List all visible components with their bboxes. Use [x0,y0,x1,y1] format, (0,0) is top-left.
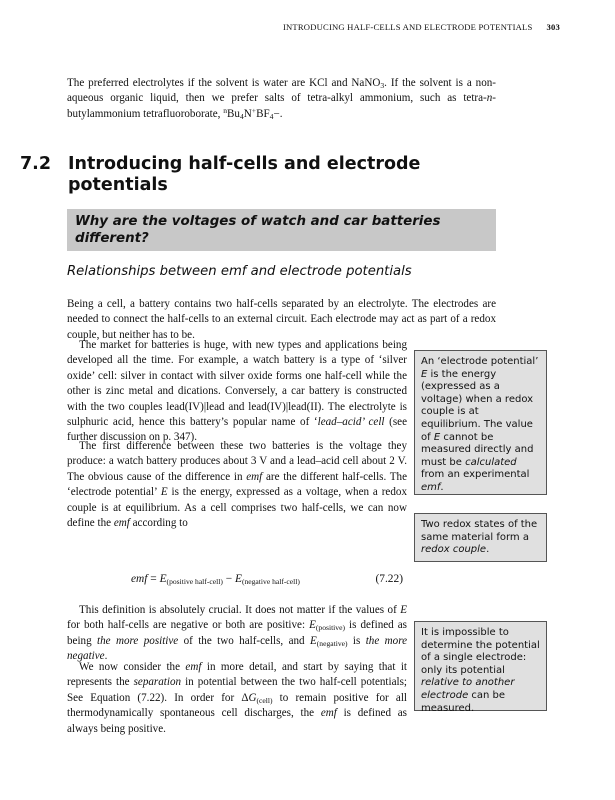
equation-7-22 [67,573,407,593]
text-run: We now consider the [79,661,186,673]
text-run: (see further discussion on p. 347). [67,416,408,444]
paragraph-cell: Being a cell, a battery contains two half-cells separated by an electrolyte. The electrodes are needed to connect the half-cells to an external circuit. Each electrode may act as part of a redox couple, but neither has to be. [67,298,496,341]
running-title: INTRODUCING HALF-CELLS AND ELECTRODE POTENTIALS [282,22,533,32]
text-run: cannot be measured directly and must be [421,431,534,468]
text-run: of the two half-cells, and [178,634,310,647]
italic-run: the more positive [97,634,179,647]
italic-run: emf [113,517,130,530]
text-run: from an experimental [421,469,530,481]
text-run: are the different half-cells. The ‘electrode potential’ [67,470,408,499]
italic-run: E [421,368,428,380]
italic-run: calculated [465,456,517,468]
margin-note-single-electrode [414,621,547,714]
equation-body [131,573,300,585]
question-text: Why are the voltages of watch and car batteries different? [75,214,441,246]
italic-run: emf [246,470,263,483]
subscript: 3 [380,81,385,90]
text-run: . [440,481,444,493]
equation-term: E [159,573,167,585]
section-title: Introducing half-cells and electrode potentials [68,154,421,195]
text-run: is defined as being [67,619,407,647]
paragraph-first-difference [67,439,407,531]
text-run: is defined as always being positive. [67,707,407,735]
margin-note-redox-couple [414,513,547,562]
text-run: Two redox states of the same material form a [421,519,538,543]
question-box [67,209,496,251]
italic-run: separation [133,676,182,689]
equation-term: E [234,573,242,585]
subscript: 4 [239,111,244,121]
italic-run: E [309,634,317,647]
text-run: . If the solvent is a non-aqueous organic liquid, then we prefer salts of tetra-alkyl ammonium, such as tetra- [67,77,497,105]
italic-run: E [160,486,168,499]
text-run: to remain positive for all thermodynamically spontaneous cell discharges, the [67,691,407,720]
text-run: . [486,544,490,556]
italic-run: relative to another electrode [421,677,515,701]
text-run: An ‘electrode potential’ [421,356,539,367]
equals-sign: = [147,573,160,585]
italic-run: E [400,604,407,616]
section-number: 7.2 [20,154,52,174]
text-run: BF [256,107,270,120]
text-run: according to [129,517,188,530]
margin-note-electrode-potential [414,350,547,495]
page-number: 303 [546,22,560,32]
italic-run: the more negative [67,634,408,663]
italic-run: G [248,691,257,704]
text-run: The first difference between these two batteries is the voltage they produce: a watch battery produces about 3 V and a lead–acid cell about 2 V. The obvious cause of the difference in [67,440,407,483]
subheading: Relationships between emf and electrode potentials [67,264,412,279]
running-header [150,22,560,32]
subscript: 4 [269,111,274,121]
text-run: It is impossible to determine the potential of a single electrode: only its potential [421,627,540,676]
text-run: N [243,107,252,120]
text-run: in more detail, and start by saying that it represents the [67,661,408,689]
text-run: The market for batteries is huge, with new types and applications being developed all the time. For example, a watch battery is a type of ‘silver oxide’ cell: silver in contact with silver oxide forms one half-cell while the other is zinc metal and dications. Conversely, a car battery is constructed with the two couples lead(IV)|lead and lead(IV)|lead(II). The electrolyte is sulphuric acid, hence this battery’s popular name of ‘ [67,339,407,429]
paragraph-market [67,338,407,446]
minus-sign: − [222,573,235,585]
italic-run: E [309,619,316,632]
subscript: (positive half-cell) [166,577,223,586]
text-run: This definition is absolutely crucial. It does not matter if the values of [79,604,401,616]
italic-run: emf [185,661,202,673]
equation-lhs: emf [131,573,148,585]
italic-run: lead–acid’ cell [317,416,385,429]
italic-run: n [486,92,493,105]
text-run: for both half-cells are negative or both are positive: [67,619,310,632]
subscript: (cell) [256,695,273,705]
text-run: The preferred electrolytes if the solvent is water are KCl and NaNO [67,77,381,89]
text-run: Bu [227,107,240,120]
italic-run: emf [320,707,337,720]
text-run: −. [273,107,283,120]
text-run: . [104,650,108,663]
text-run: -butylammonium tetrafluoroborate, [67,92,496,120]
italic-run: E [433,431,441,443]
text-run: can be measured. [421,689,506,714]
intro-paragraph [67,76,496,122]
subscript: (negative) [316,638,348,648]
text-run: is the energy (expressed as a voltage) when a redox couple is at equilibrium. The value of [421,368,534,443]
text-run: is the energy, expressed as a voltage, when a redox couple is at equilibrium. As a cell comprises two half-cells, we can now define the [67,486,407,530]
paragraph-emf-detail [67,660,407,737]
subscript: (negative half-cell) [241,577,300,586]
section-heading [20,154,500,196]
paragraph-definition [67,603,407,665]
italic-run: redox couple [421,544,487,556]
text-run: in potential between the two half-cell potentials; See Equation (7.22). In order for Δ [67,676,407,704]
subscript: (positive) [315,623,345,633]
italic-run: emf [421,481,441,493]
superscript: n [223,105,227,115]
superscript: + [251,105,257,115]
equation-number: (7.22) [375,573,403,585]
text-run: is [347,634,366,647]
